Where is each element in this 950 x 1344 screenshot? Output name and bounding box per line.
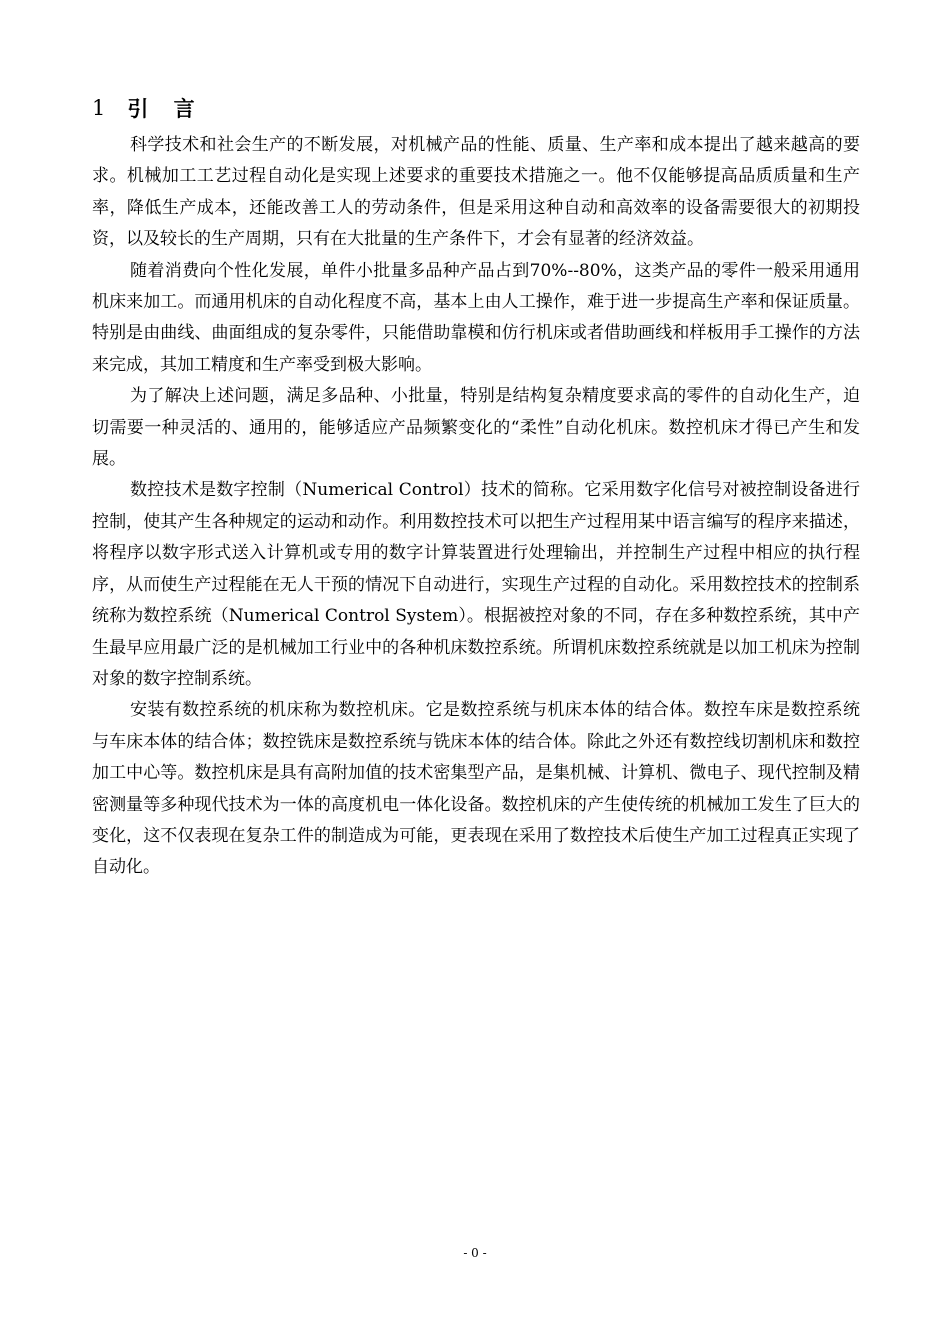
body-text — [92, 130, 860, 884]
paragraph: 数控技术是数字控制（Numerical Control）技术的简称。它采用数字化信号对被控制设备进行控制，使其产生各种规定的运动和动作。利用数控技术可以把生产过程用某中语言编写的程序来描述，将程序以数字形式送入计算机或专用的数字计算装置进行处理输出，并控制生产过程中相应的执行程序，从而使生产过程能在无人干预的情况下自动进行，实现生产过程的自动化。采用数控技术的控制系统称为数控系统（Numerical Control System）。根据被控对象的不同，存在多种数控系统，其中产生最早应用最广泛的是机械加工行业中的各种机床数控系统。所谓机床数控系统就是以加工机床为控制对象的数字控制系统。 — [92, 480, 860, 689]
page-number: - 0 - — [463, 1246, 487, 1260]
section-heading — [92, 92, 204, 124]
paragraph: 随着消费向个性化发展，单件小批量多品种产品占到70%--80%，这类产品的零件一般采用通用机床来加工。而通用机床的自动化程度不高，基本上由人工操作，难于进一步提高生产率和保证质量。特别是由曲线、曲面组成的复杂零件，只能借助靠模和仿行机床或者借助画线和样板用手工操作的方法来完成，其加工精度和生产率受到极大影响。 — [92, 260, 860, 375]
paragraph: 科学技术和社会生产的不断发展，对机械产品的性能、质量、生产率和成本提出了越来越高的要求。机械加工工艺过程自动化是实现上述要求的重要技术措施之一。他不仅能够提高品质质量和生产率，降低生产成本，还能改善工人的劳动条件，但是采用这种自动和高效率的设备需要很大的初期投资，以及较长的生产周期，只有在大批量的生产条件下，才会有显著的经济效益。 — [92, 135, 860, 250]
paragraph: 安装有数控系统的机床称为数控机床。它是数控系统与机床本体的结合体。数控车床是数控系统与车床本体的结合体；数控铣床是数控系统与铣床本体的结合体。除此之外还有数控线切割机床和数控加工中心等。数控机床是具有高附加值的技术密集型产品，是集机械、计算机、微电子、现代控制及精密测量等多种现代技术为一体的高度机电一体化设备。数控机床的产生使传统的机械加工发生了巨大的变化，这不仅表现在复杂工件的制造成为可能，更表现在采用了数控技术后使生产加工过程真正实现了自动化。 — [92, 700, 860, 878]
paragraph: 为了解决上述问题，满足多品种、小批量，特别是结构复杂精度要求高的零件的自动化生产，迫切需要一种灵活的、通用的，能够适应产品频繁变化的“柔性”自动化机床。数控机床才得已产生和发展。 — [92, 386, 860, 470]
section-title: 引 言 — [127, 97, 204, 121]
section-number: 1 — [92, 96, 106, 120]
